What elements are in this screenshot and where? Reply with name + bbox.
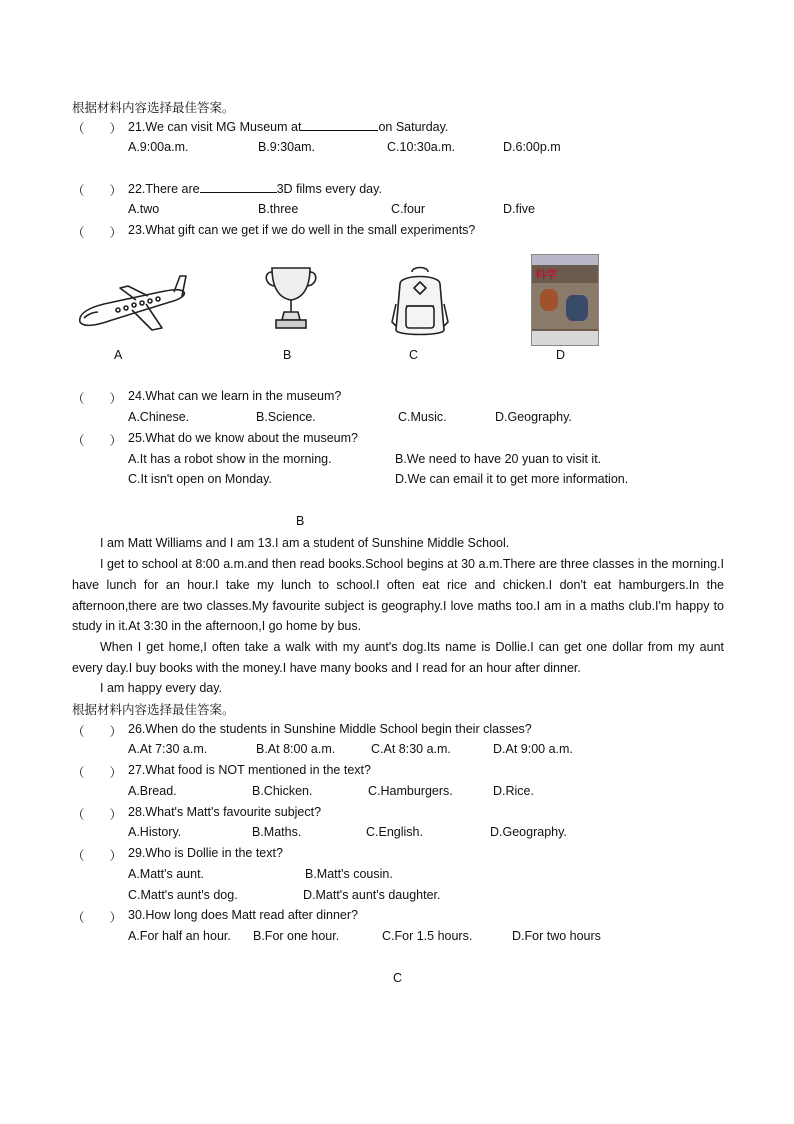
q28-option-c: C.English.	[366, 825, 423, 839]
q27-option-b: B.Chicken.	[252, 784, 313, 798]
q24-option-b: B.Science.	[256, 410, 316, 424]
q22-option-a: A.two	[128, 202, 160, 216]
q29-option-d: D.Matt's aunt's daughter.	[303, 888, 441, 902]
book-title: 科学	[535, 268, 557, 281]
q30-option-c: C.For 1.5 hours.	[382, 929, 473, 943]
picture-label-c: C	[409, 348, 419, 362]
trophy-icon	[262, 264, 320, 332]
question-23-stem: 23.What gift can we get if we do well in the small experiments?	[128, 223, 476, 237]
q28-option-a: A.History.	[128, 825, 182, 839]
q26-option-a: A.At 7:30 a.m.	[128, 742, 208, 756]
picture-label-b: B	[283, 348, 292, 362]
passage-paragraph-1: I am Matt Williams and I am 13.I am a student of Sunshine Middle School.	[100, 536, 510, 550]
q27-option-a: A.Bread.	[128, 784, 177, 798]
passage-paragraph-2: I get to school at 8:00 a.m.and then read books.School begins at 30 a.m.There are three classes in the morning.I have lunch for an hour.I take my lunch to school.I often eat rice and chicken.I don't eat hamburgers.In the afternoon,there are two classes.My favourite subject is geography.I love maths too.I am in a maths club.I'm happy to study in it.At 3:30 in the afternoon,I go home by bus.	[72, 557, 724, 634]
instruction-a: 根据材料内容选择最佳答案。	[72, 100, 235, 115]
question-21-stem	[128, 119, 448, 134]
q24-option-c: C.Music.	[398, 410, 447, 424]
answer-paren-29: （ ）	[72, 849, 123, 863]
q26-option-c: C.At 8:30 a.m.	[371, 742, 451, 756]
q21-stem-after: on Saturday.	[378, 120, 449, 134]
q22-option-b: B.three	[258, 202, 299, 216]
answer-paren-22: （ ）	[72, 184, 123, 198]
airplane-icon	[74, 270, 190, 342]
section-c-heading: C	[393, 971, 403, 985]
q27-option-d: D.Rice.	[493, 784, 534, 798]
q30-option-b: B.For one hour.	[253, 929, 340, 943]
picture-label-a: A	[114, 348, 123, 362]
q21-option-c: C.10:30a.m.	[387, 140, 456, 154]
q30-option-a: A.For half an hour.	[128, 929, 231, 943]
question-26-stem: 26.When do the students in Sunshine Middle School begin their classes?	[128, 722, 532, 736]
q21-option-d: D.6:00p.m	[503, 140, 561, 154]
picture-label-d: D	[556, 348, 566, 362]
q21-option-b: B.9:30am.	[258, 140, 315, 154]
q22-option-c: C.four	[391, 202, 426, 216]
q26-option-d: D.At 9:00 a.m.	[493, 742, 573, 756]
q25-option-c: C.It isn't open on Monday.	[128, 472, 272, 486]
q21-option-a: A.9:00a.m.	[128, 140, 189, 154]
answer-paren-27: （ ）	[72, 766, 123, 780]
answer-paren-28: （ ）	[72, 808, 123, 822]
answer-paren-21: （ ）	[72, 122, 123, 136]
q24-option-a: A.Chinese.	[128, 410, 190, 424]
backpack-icon	[390, 264, 450, 340]
q21-stem-before: 21.We can visit MG Museum at	[128, 120, 302, 134]
q21-blank	[301, 119, 378, 131]
q25-option-b: B.We need to have 20 yuan to visit it.	[395, 452, 602, 466]
instruction-b: 根据材料内容选择最佳答案。	[72, 702, 235, 717]
q28-option-d: D.Geography.	[490, 825, 567, 839]
section-b-heading: B	[296, 514, 305, 528]
passage-paragraph-4: I am happy every day.	[100, 681, 223, 695]
q22-stem-after: 3D films every day.	[276, 182, 382, 196]
answer-paren-30: （ ）	[72, 911, 123, 925]
q25-option-d: D.We can email it to get more information.	[395, 472, 629, 486]
answer-paren-24: （ ）	[72, 392, 123, 406]
question-30-stem: 30.How long does Matt read after dinner?	[128, 908, 358, 922]
question-28-stem: 28.What's Matt's favourite subject?	[128, 805, 322, 819]
question-22-stem	[128, 181, 382, 196]
q26-option-b: B.At 8:00 a.m.	[256, 742, 336, 756]
q30-option-d: D.For two hours	[512, 929, 601, 943]
q29-option-a: A.Matt's aunt.	[128, 867, 205, 881]
q24-option-d: D.Geography.	[495, 410, 572, 424]
passage-paragraph-3: When I get home,I often take a walk with my aunt's dog.Its name is Dollie.I can get one dollar from my aunt every day.I buy books with the money.I have many books and I read for an hour after dinner.	[72, 640, 724, 675]
answer-paren-23: （ ）	[72, 226, 123, 240]
q29-option-c: C.Matt's aunt's dog.	[128, 888, 238, 902]
q22-option-d: D.five	[503, 202, 535, 216]
q22-stem-before: 22.There are	[128, 182, 200, 196]
q22-blank	[200, 181, 277, 193]
q28-option-b: B.Maths.	[252, 825, 302, 839]
question-25-stem: 25.What do we know about the museum?	[128, 431, 358, 445]
question-29-stem: 29.Who is Dollie in the text?	[128, 846, 283, 860]
q27-option-c: C.Hamburgers.	[368, 784, 453, 798]
answer-paren-25: （ ）	[72, 434, 123, 448]
question-27-stem: 27.What food is NOT mentioned in the text?	[128, 763, 371, 777]
answer-paren-26: （ ）	[72, 725, 123, 739]
science-book-image	[531, 254, 599, 346]
q29-option-b: B.Matt's cousin.	[305, 867, 393, 881]
q25-option-a: A.It has a robot show in the morning.	[128, 452, 332, 466]
question-24-stem: 24.What can we learn in the museum?	[128, 389, 342, 403]
